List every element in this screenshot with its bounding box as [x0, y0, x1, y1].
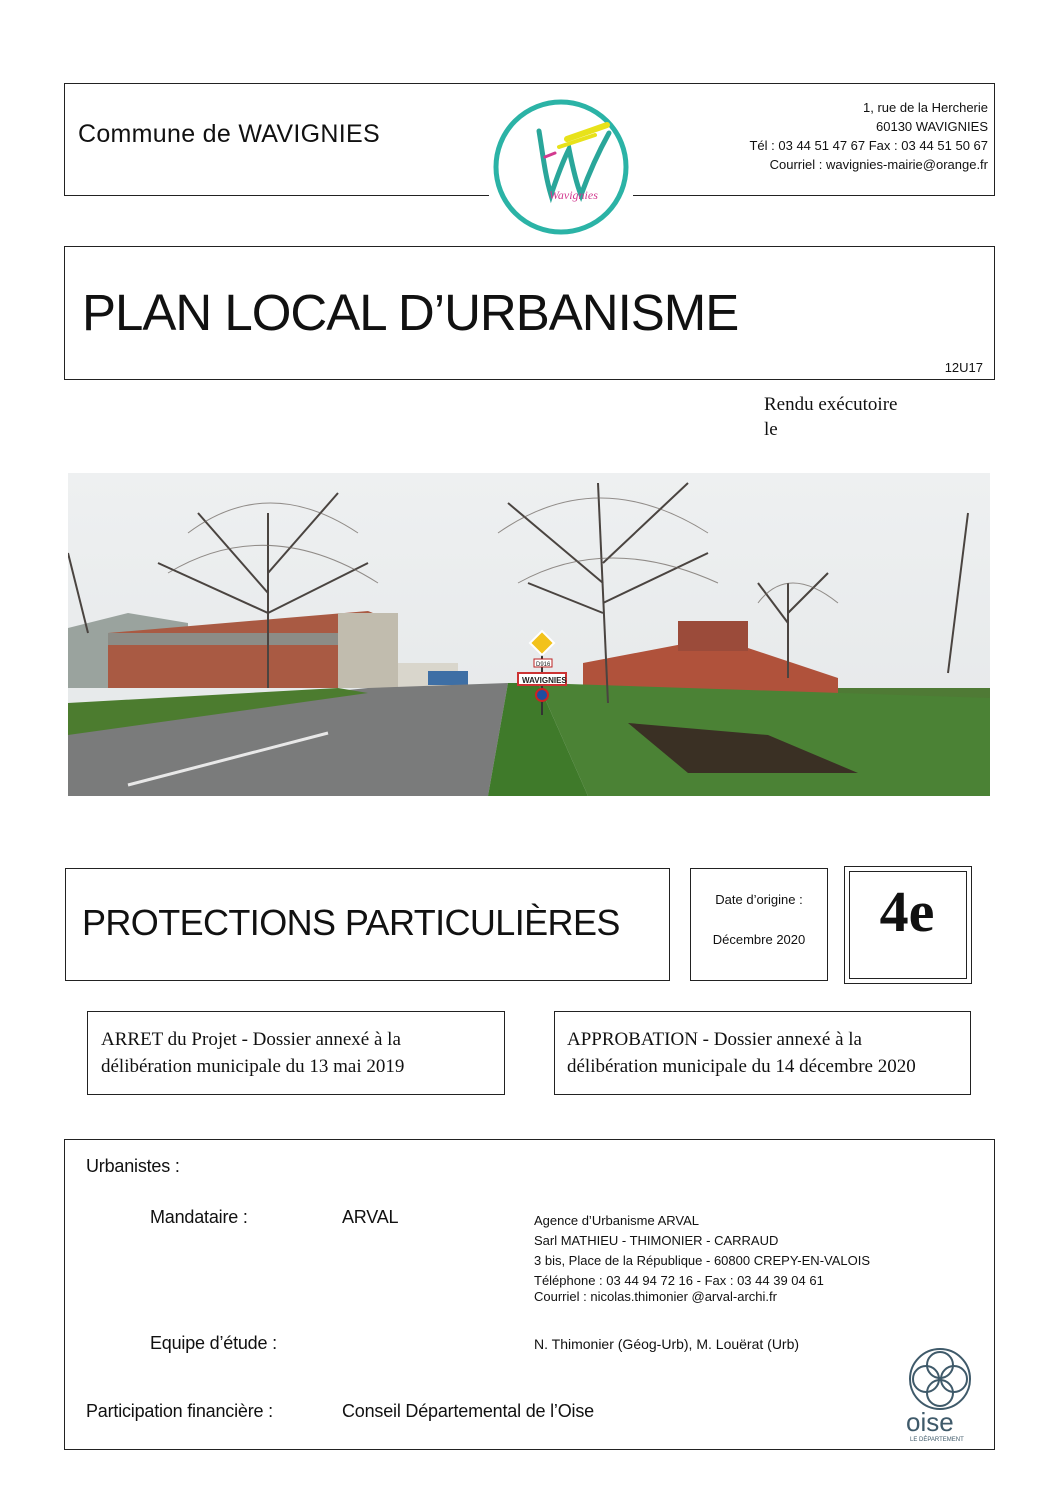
- approbation-text: [567, 1026, 916, 1080]
- agency-email: Courriel : nicolas.thimonier @arval-archi.fr: [534, 1289, 777, 1304]
- village-photo: [68, 473, 990, 796]
- document-number: 4e: [879, 879, 935, 944]
- address-line: 60130 WAVIGNIES: [876, 119, 988, 134]
- agency-line: Téléphone : 03 44 94 72 16 - Fax : 03 44 39 04 61: [534, 1273, 824, 1288]
- agency-line: Sarl MATHIEU - THIMONIER - CARRAUD: [534, 1233, 779, 1248]
- mandataire-label: Mandataire :: [150, 1207, 248, 1227]
- participation-label: Participation financière :: [86, 1401, 273, 1421]
- oise-logo-text: oise: [906, 1407, 954, 1437]
- urbanistes-heading: Urbanistes :: [86, 1156, 180, 1176]
- agency-address: [534, 1211, 870, 1291]
- approbation-line: délibération municipale du 14 décembre 2020: [567, 1056, 916, 1077]
- equipe-label: Equipe d’étude :: [150, 1333, 277, 1353]
- rendu-executoire-label: Rendu exécutoire: [764, 394, 898, 415]
- agency-line: Agence d’Urbanisme ARVAL: [534, 1213, 700, 1228]
- mairie-address: [749, 98, 988, 174]
- arret-text: [101, 1026, 404, 1080]
- date-origin-label: Date d’origine :: [715, 892, 803, 907]
- document-title: PROTECTIONS PARTICULIÈRES: [82, 902, 620, 943]
- commune-name: Commune de WAVIGNIES: [78, 120, 380, 148]
- oise-logo-subtext: LE DÉPARTEMENT: [910, 1437, 964, 1443]
- logo-text: Wavignies: [549, 188, 598, 202]
- arret-line: ARRET du Projet - Dossier annexé à la: [101, 1029, 401, 1050]
- oise-department-logo: [898, 1343, 982, 1443]
- date-box: [690, 868, 828, 981]
- rendu-executoire-date-label: le: [764, 419, 778, 440]
- approbation-line: APPROBATION - Dossier annexé à la: [567, 1029, 862, 1050]
- address-line: 1, rue de la Hercherie: [862, 100, 988, 115]
- arret-line: délibération municipale du 13 mai 2019: [101, 1056, 405, 1077]
- equipe-value: N. Thimonier (Géog-Urb), M. Louërat (Urb): [534, 1336, 800, 1352]
- participation-value: Conseil Départemental de l’Oise: [342, 1401, 594, 1421]
- reference-code: 12U17: [944, 360, 983, 375]
- plu-title: PLAN LOCAL D’URBANISME: [82, 284, 739, 341]
- road-sign-text: D916: [536, 662, 551, 668]
- date-origin-value: Décembre 2020: [712, 932, 806, 947]
- mandataire-value: ARVAL: [342, 1207, 399, 1227]
- address-line: Tél : 03 44 51 47 67 Fax : 03 44 51 50 67: [749, 138, 988, 153]
- village-sign-text: WAVIGNIES: [522, 676, 567, 685]
- address-line: Courriel : wavignies-mairie@orange.fr: [769, 157, 988, 172]
- agency-line: 3 bis, Place de la République - 60800 CREPY-EN-VALOIS: [534, 1253, 871, 1268]
- wavignies-logo: [489, 95, 633, 239]
